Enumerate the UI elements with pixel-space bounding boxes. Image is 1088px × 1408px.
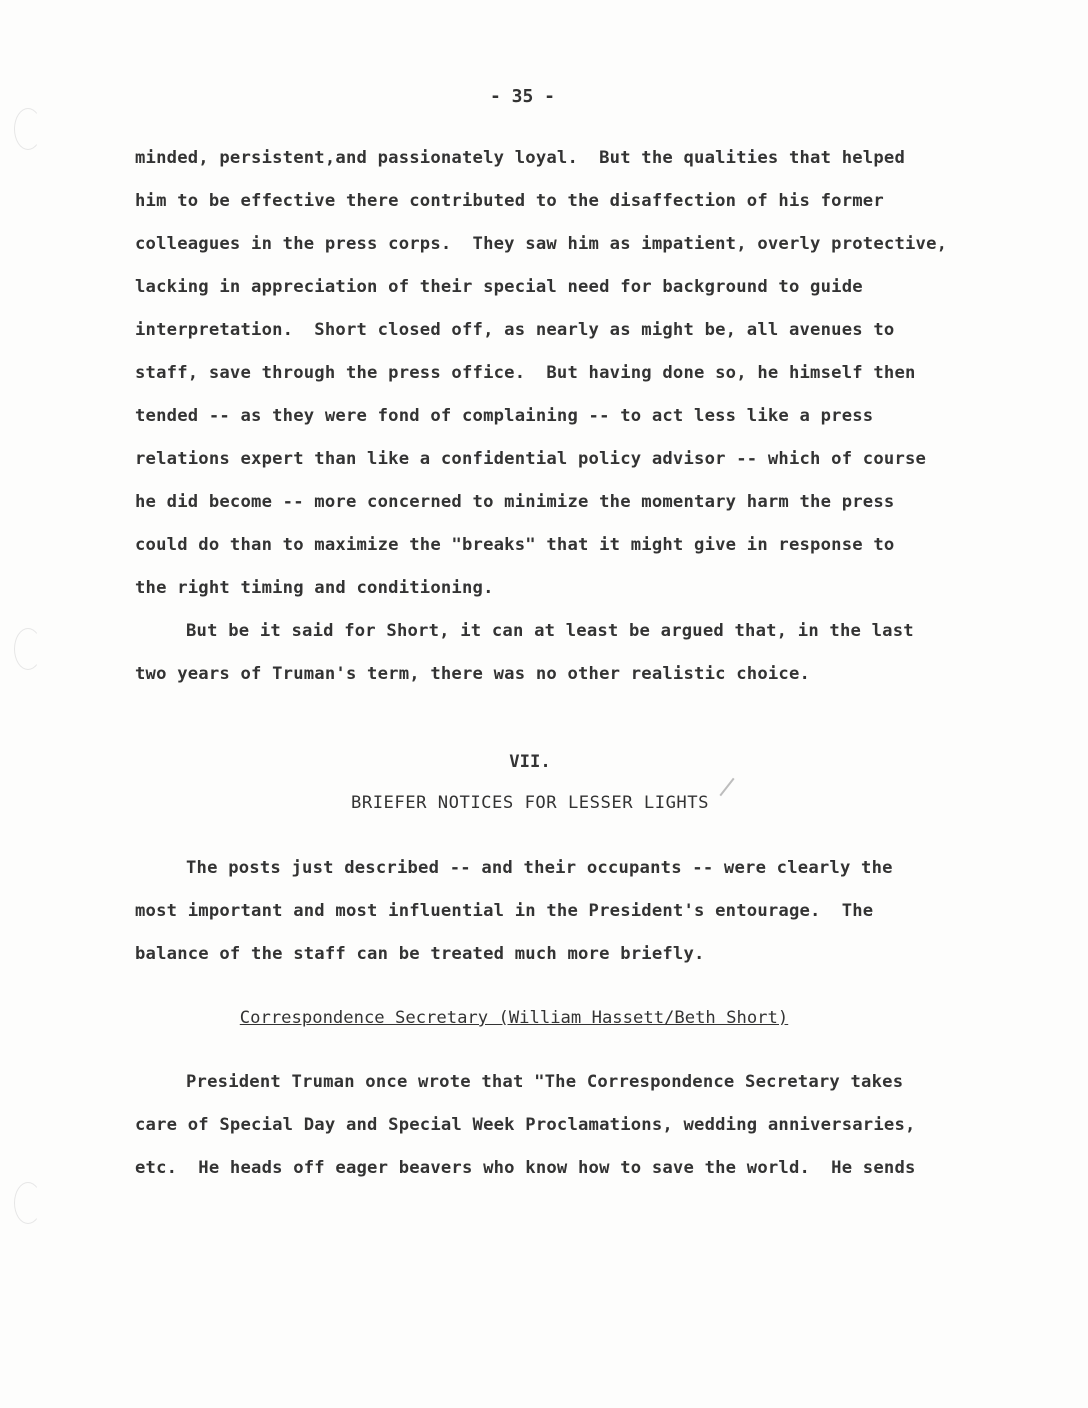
paragraph-line: tended -- as they were fond of complaining -- to act less like a press	[135, 406, 874, 426]
paragraph-line: etc. He heads off eager beavers who know how to save the world. He sends	[135, 1158, 916, 1178]
paragraph-line: most important and most influential in the President's entourage. The	[135, 901, 874, 921]
paragraph-line: President Truman once wrote that "The Correspondence Secretary takes	[186, 1072, 904, 1092]
paragraph-line: minded, persistent,and passionately loyal. But the qualities that helped	[135, 148, 905, 168]
paragraph-line: he did become -- more concerned to minimize the momentary harm the press	[135, 492, 895, 512]
paragraph-line: interpretation. Short closed off, as nearly as might be, all avenues to	[135, 320, 895, 340]
punch-hole-bottom	[14, 1182, 42, 1224]
paragraph-line: him to be effective there contributed to the disaffection of his former	[135, 191, 884, 211]
paragraph-line: two years of Truman's term, there was no other realistic choice.	[135, 664, 811, 684]
punch-hole-top	[14, 108, 42, 150]
paragraph-line: could do than to maximize the "breaks" that it might give in response to	[135, 535, 895, 555]
section-number: VII.	[509, 752, 551, 772]
paragraph-line: But be it said for Short, it can at least be argued that, in the last	[186, 621, 914, 641]
subsection-heading: Correspondence Secretary (William Hassett/Beth Short)	[239, 1008, 789, 1028]
paragraph-line: The posts just described -- and their occupants -- were clearly the	[186, 858, 893, 878]
punch-hole-middle	[14, 628, 42, 670]
paragraph-line: relations expert than like a confidential policy advisor -- which of course	[135, 449, 927, 469]
paragraph-line: the right timing and conditioning.	[135, 578, 494, 598]
page-number: - 35 -	[490, 86, 556, 107]
paragraph-line: colleagues in the press corps. They saw him as impatient, overly protective,	[135, 234, 948, 254]
paragraph-line: lacking in appreciation of their special need for background to guide	[135, 277, 863, 297]
paragraph-line: staff, save through the press office. But having done so, he himself then	[135, 363, 916, 383]
paragraph-line: balance of the staff can be treated much more briefly.	[135, 944, 705, 964]
section-title: BRIEFER NOTICES FOR LESSER LIGHTS	[351, 793, 709, 813]
paragraph-line: care of Special Day and Special Week Proclamations, wedding anniversaries,	[135, 1115, 916, 1135]
